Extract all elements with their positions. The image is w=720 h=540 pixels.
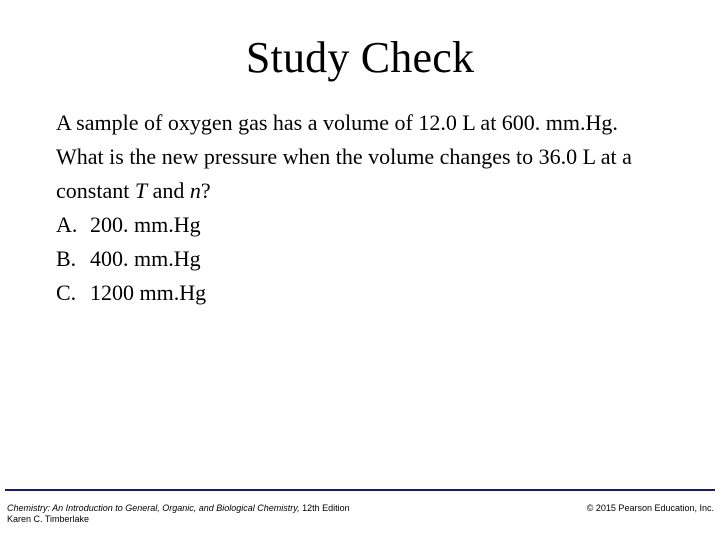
option-b-letter: B. (56, 246, 77, 271)
footer-copyright: © 2015 Pearson Education, Inc. (586, 503, 714, 513)
option-c (56, 276, 706, 310)
option-c-text: 1200 mm.Hg (90, 280, 207, 305)
question-line-3-mid: and (147, 178, 190, 203)
question-line-2: What is the new pressure when the volume changes to 36.0 L at a (56, 144, 632, 169)
question-line-3-suffix: ? (200, 178, 211, 203)
footer-book-line (7, 503, 350, 514)
option-a-letter: A. (56, 212, 78, 237)
question-line-3-prefix: constant (56, 178, 135, 203)
footer-edition: 12th Edition (299, 503, 350, 513)
question-block (56, 106, 706, 310)
option-b-text: 400. mm.Hg (90, 246, 201, 271)
slide-title: Study Check (245, 33, 475, 82)
question-line-1: A sample of oxygen gas has a volume of 12.0 L at 600. mm.Hg. (56, 110, 618, 135)
variable-n: n (189, 178, 201, 203)
option-a-text: 200. mm.Hg (90, 212, 201, 237)
option-a (56, 208, 706, 242)
variable-t: T (134, 178, 148, 203)
footer-author: Karen C. Timberlake (7, 514, 90, 524)
footer-citation (7, 503, 350, 525)
question-line-3 (56, 174, 706, 208)
footer-divider (5, 489, 715, 491)
footer-book-title: Chemistry: An Introduction to General, Organic, and Biological Chemistry, (7, 503, 300, 513)
option-b (56, 242, 706, 276)
option-c-letter: C. (56, 280, 77, 305)
